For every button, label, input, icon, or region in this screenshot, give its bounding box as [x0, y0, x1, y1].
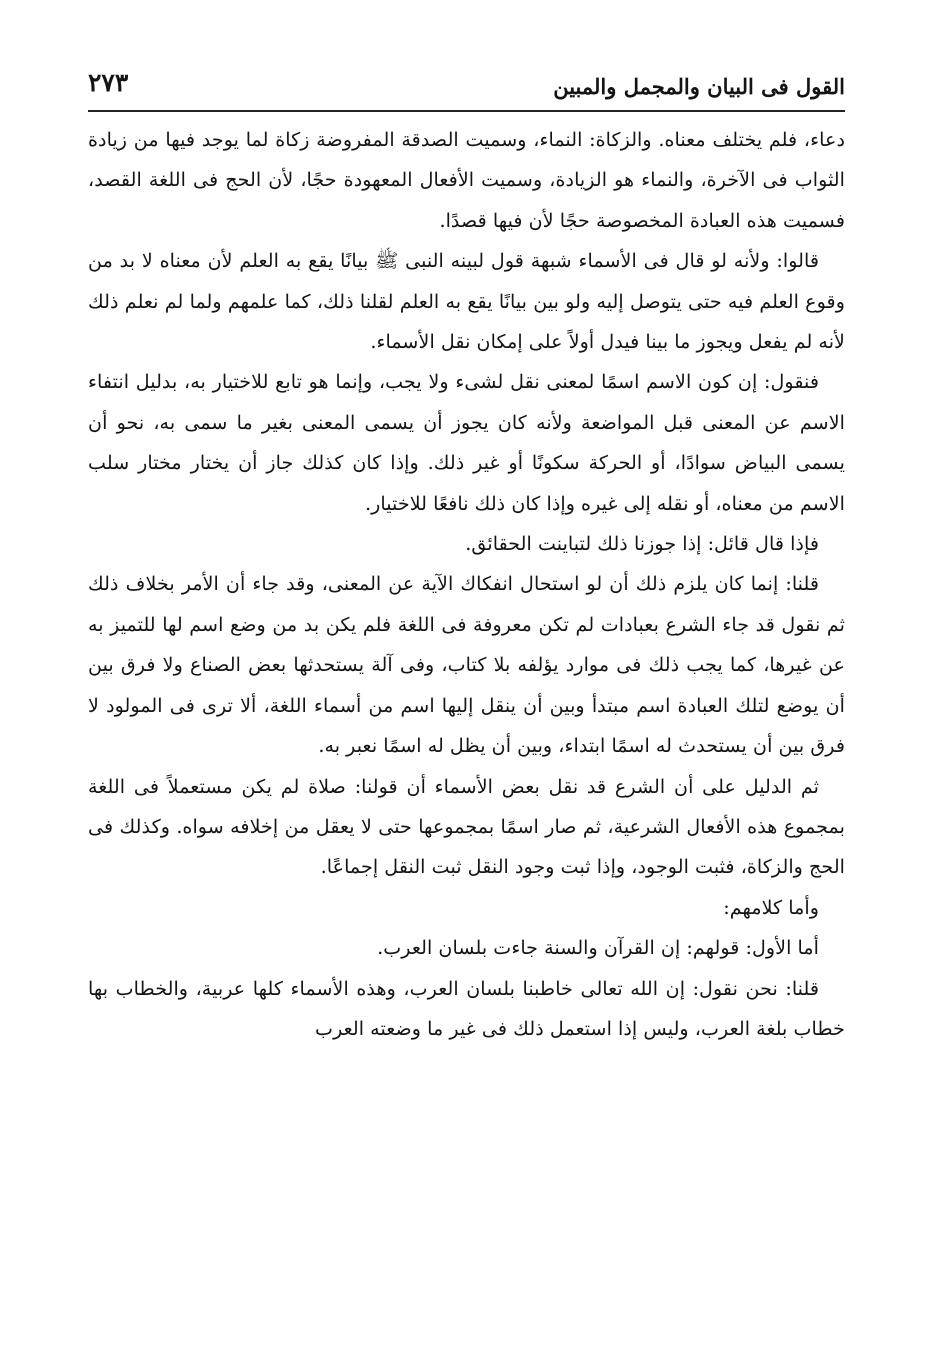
- page-number: ٢٧٣: [88, 68, 129, 97]
- paragraph-8: أما الأول: قولهم: إن القرآن والسنة جاءت بلسان العرب.: [377, 936, 819, 960]
- paragraph-2: قالوا: ولأنه لو قال فى الأسماء شبهة قول لبينه النبى ﷺ بيانًا يقع به العلم لأن معناه لا بد من وقوع العلم فيه حتى يتوصل إليه ولو بين بيانًا يقع به العلم لقلنا ذلك، كما علمهم ولما لم نعلم ذلك لأنه لم يفعل ويجوز ما بينا فيدل أولاً على إمكان نقل الأسماء.: [88, 249, 845, 354]
- header-rule: [88, 110, 845, 112]
- paragraph-9: قلنا: نحن نقول: إن الله تعالى خاطبنا بلسان العرب، وهذه الأسماء كلها عربية، والخطاب بها خطاب بلغة العرب، وليس إذا استعمل ذلك فى غير ما وضعته العرب: [88, 976, 845, 1040]
- running-title: القول فى البيان والمجمل والمبين: [553, 74, 845, 99]
- paragraph-3: فنقول: إن كون الاسم اسمًا لمعنى نقل لشىء ولا يجب، وإنما هو تابع للاختيار به، بدليل انتفاء الاسم عن المعنى قبل المواضعة ولأنه كان يجوز أن يسمى المعنى بغير ما سمى به، نحو أن يسمى البياض سوادًا، أو الحركة سكونًا أو غير ذلك. وإذا كان كذلك جاز أن يختار مختار سلب الاسم من معناه، أو نقله إلى غيره وإذا كان ذلك نافعًا للاختيار.: [88, 370, 845, 515]
- body-text: [88, 120, 845, 1049]
- paragraph-4: فإذا قال قائل: إذا جوزنا ذلك لتباينت الحقائق.: [465, 532, 819, 556]
- paragraph-6: ثم الدليل على أن الشرع قد نقل بعض الأسماء أن قولنا: صلاة لم يكن مستعملاً فى اللغة بمجموع هذه الأفعال الشرعية، ثم صار اسمًا بمجموعها حتى لا يعقل من إخلافه سواه. وكذلك فى الحج والزكاة، فثبت الوجود، وإذا ثبت وجود النقل ثبت النقل إجماعًا.: [88, 774, 845, 879]
- paragraph-7: وأما كلامهم:: [723, 895, 819, 919]
- paragraph-1: دعاء، فلم يختلف معناه. والزكاة: النماء، وسميت الصدقة المفروضة زكاة لما يوجد فيها من زيادة الثواب فى الآخرة، والنماء هو الزيادة، وسميت الأفعال المعهودة حجًا، لأن الحج فى اللغة القصد، فسميت هذه العبادة المخصوصة حجًا لأن فيها قصدًا.: [88, 128, 845, 232]
- page-header: [88, 66, 845, 110]
- paragraph-5: قلنا: إنما كان يلزم ذلك أن لو استحال انفكاك الآية عن المعنى، وقد جاء أن الأمر بخلاف ذلك ثم نقول قد جاء الشرع بعبادات لم تكن معروفة فى اللغة فلم يكن بد من وضع اسم لها للتميز به عن غيرها، كما يجب ذلك فى موارد يؤلفه بلا كتاب، وفى آلة يستحدثها بعض الصناع ولا فرق بين أن يوضع لتلك العبادة اسم مبتدأ وبين أن ينقل إليها اسم من أسماء اللغة، ألا ترى فى المولود لا فرق بين أن يستحدث له اسمًا ابتداء، وبين أن يظل له اسمًا نعبر به.: [88, 572, 846, 758]
